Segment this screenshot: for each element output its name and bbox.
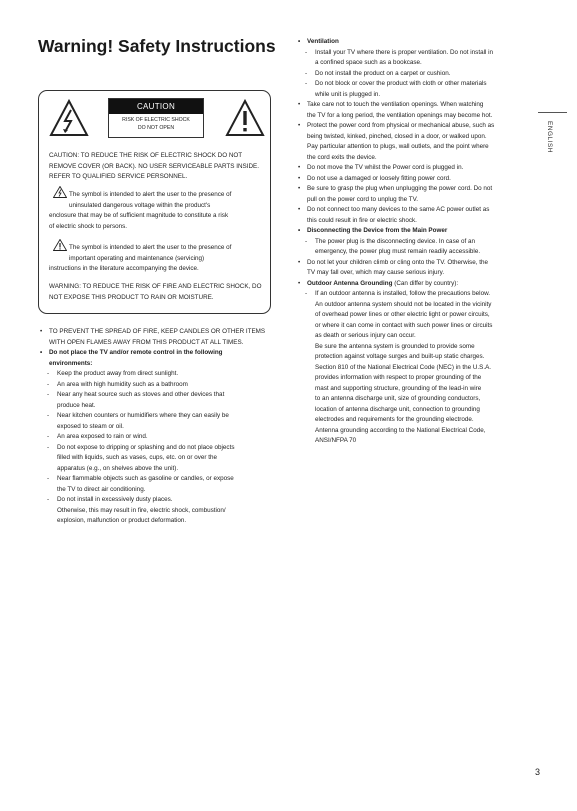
list-item xyxy=(40,495,276,506)
text-line: - Near any heat source such as stoves and other devices that xyxy=(57,391,225,398)
text-line: Be sure the antenna system is grounded to provide some xyxy=(315,342,475,350)
text-line: - The power plug is the disconnecting device. In case of an xyxy=(315,237,475,245)
text-line: - An area with high humidity such as a bathroom xyxy=(57,380,188,388)
text-line: Antenna grounding according to the National Electrical Code, xyxy=(315,426,486,434)
exclamation-in-triangle-icon xyxy=(53,239,67,251)
symbol2-text xyxy=(49,239,264,275)
language-tab: ENGLISH xyxy=(546,121,553,154)
text-line: • Do not let your children climb or cling onto the TV. Otherwise, the xyxy=(307,258,488,266)
text-line: REFER TO QUALIFIED SERVICE PERSONNEL. xyxy=(49,173,188,180)
caution-label xyxy=(108,98,204,138)
list-item xyxy=(298,69,527,80)
text-line: the TV for a long period, the ventilation openings may become hot. xyxy=(307,111,493,119)
text-line: - An area exposed to rain or wind. xyxy=(57,433,148,440)
ventilation-list xyxy=(298,48,527,101)
text-line: The symbol is intended to alert the user to the presence of xyxy=(69,244,232,251)
text-line: protection against voltage surges and built-up static charges. xyxy=(315,353,485,360)
environments-heading xyxy=(40,348,276,369)
list-item xyxy=(40,443,276,475)
text-line: • TO PREVENT THE SPREAD OF FIRE, KEEP CANDLES OR OTHER ITEMS xyxy=(49,328,266,335)
list-item xyxy=(40,474,276,495)
text-line: explosion, malfunction or product deformation. xyxy=(57,517,187,524)
text-line: mast and supporting structure, grounding of the lead-in wire xyxy=(315,384,482,392)
text-line: produce heat. xyxy=(57,401,96,409)
caution-box xyxy=(38,90,271,314)
text-line: as death or serious injury can occur. xyxy=(315,332,416,339)
text-line: a confined space such as a bookcase. xyxy=(315,59,422,66)
text-line: important operating and maintenance (servicing) xyxy=(69,254,205,262)
caution-text xyxy=(49,151,264,183)
text-line: the cord exits the device. xyxy=(307,153,377,161)
text-line: • Do not place the TV and/or remote control in the following xyxy=(49,349,223,356)
text-line: - Do not block or cover the product with cloth or other materials xyxy=(315,80,487,87)
text-line: apparatus (e.g., on shelves above the unit). xyxy=(57,464,179,472)
lightning-in-triangle-icon xyxy=(53,186,67,198)
text-line: - Do not install in excessively dusty places. xyxy=(57,496,173,503)
text-line: The symbol is intended to alert the user to the presence of xyxy=(69,191,232,198)
text-line: • Protect the power cord from physical or mechanical abuse, such as xyxy=(307,122,495,129)
text-line: or where it can come in contact with such power lines or circuits xyxy=(315,321,493,329)
list-item xyxy=(298,205,527,226)
caution-label-text xyxy=(109,114,203,132)
text-line: this could result in fire or electric shock. xyxy=(307,216,417,224)
text-line: provides information with respect to proper grounding of the xyxy=(315,374,482,381)
text-line: - Do not install the product on a carpet or cushion. xyxy=(315,69,451,77)
text-line: being twisted, kinked, pinched, closed in a door, or walked upon. xyxy=(307,132,487,140)
text-line: to an antenna discharge unit, size of grounding conductors, xyxy=(315,395,481,402)
right-column xyxy=(298,37,527,447)
caution-label-line: RISK OF ELECTRIC SHOCK xyxy=(122,117,190,123)
text-line: NOT EXPOSE THIS PRODUCT TO RAIN OR MOISTURE. xyxy=(49,293,214,301)
text-line: • Do not connect too many devices to the same AC power outlet as xyxy=(307,206,490,213)
text-line: Pay particular attention to plugs, wall outlets, and the point where xyxy=(307,143,489,150)
list-item xyxy=(40,411,276,432)
list-item xyxy=(298,100,527,121)
grounding-heading xyxy=(298,279,527,290)
text-line: of electric shock to persons. xyxy=(49,222,128,230)
text-line: filled with liquids, such as vases, cups, etc. on or over the xyxy=(57,454,217,461)
left-column xyxy=(40,327,276,527)
page-title: Warning! Safety Instructions xyxy=(38,36,276,56)
ventilation-heading: • Ventilation xyxy=(298,37,527,48)
list-item xyxy=(298,48,527,69)
text-line: exposed to steam or oil. xyxy=(57,422,124,430)
page-number: 3 xyxy=(535,767,541,777)
text-line: enclosure that may be of sufficient magnitude to constitute a risk xyxy=(49,212,229,219)
text-line: Otherwise, this may result in fire, electric shock, combustion/ xyxy=(57,506,226,514)
warning-text xyxy=(49,282,264,303)
text-line: ANSI/NFPA 70 xyxy=(315,437,357,444)
exclamation-in-triangle-icon xyxy=(225,99,265,137)
list-item xyxy=(298,79,527,100)
lightning-in-triangle-icon xyxy=(49,99,89,137)
grounding-paragraph xyxy=(298,342,527,447)
text-line: electrodes and requirements for the grounding electrode. xyxy=(315,416,474,423)
environments-list xyxy=(40,369,276,506)
symbol1-text xyxy=(49,186,264,232)
text-line: the TV to direct air conditioning. xyxy=(57,485,146,493)
list-item xyxy=(298,163,527,174)
children-warning xyxy=(298,258,527,279)
caution-label-line: DO NOT OPEN xyxy=(137,124,175,131)
safety-bullet-list xyxy=(298,100,527,226)
text-line: • Take care not to touch the ventilation openings. When watching xyxy=(307,101,484,108)
grounding-heading-bold: Outdoor Antenna Grounding xyxy=(307,279,393,287)
disconnect-heading: • Disconnecting the Device from the Main Power xyxy=(298,226,527,237)
text-line: location of antenna discharge unit, connection to grounding xyxy=(315,405,480,413)
list-item xyxy=(40,380,276,391)
text-line: pull on the power cord to unplug the TV. xyxy=(307,195,418,203)
caution-label-header: CAUTION xyxy=(109,99,203,114)
text-line: - If an outdoor antenna is installed, follow the precautions below. xyxy=(315,290,491,297)
text-line: - Near kitchen counters or humidifiers where they can easily be xyxy=(57,412,229,419)
text-line: An outdoor antenna system should not be located in the vicinity xyxy=(315,300,492,308)
text-line: CAUTION: TO REDUCE THE RISK OF ELECTRIC SHOCK DO NOT xyxy=(49,152,243,159)
text-line: - Near flammable objects such as gasoline or candles, or expose xyxy=(57,475,234,482)
text-line: WITH OPEN FLAMES AWAY FROM THIS PRODUCT AT ALL TIMES. xyxy=(49,338,244,346)
side-tab-divider xyxy=(538,112,567,113)
list-item xyxy=(298,184,527,205)
text-line: emergency, the power plug must remain readily accessible. xyxy=(315,248,481,255)
text-line: environments: xyxy=(49,359,93,367)
text-line: - Install your TV where there is proper ventilation. Do not install in xyxy=(315,48,494,56)
list-item xyxy=(40,432,276,443)
list-item xyxy=(40,390,276,411)
text-line: • Be sure to grasp the plug when unplugging the power cord. Do not xyxy=(307,185,493,192)
text-line: - Do not expose to dripping or splashing and do not place objects xyxy=(57,443,235,451)
fire-warning xyxy=(40,327,276,348)
text-line: - Keep the product away from direct sunlight. xyxy=(57,370,179,377)
text-line: • Do not use a damaged or loosely fitting power cord. xyxy=(307,174,451,182)
text-line: • Do not move the TV whilst the Power cord is plugged in. xyxy=(307,164,464,171)
text-line: of overhead power lines or other electric light or power circuits, xyxy=(315,311,490,318)
grounding-item xyxy=(298,289,527,342)
text-line: Section 810 of the National Electrical Code (NEC) in the U.S.A. xyxy=(315,363,492,371)
list-item xyxy=(298,174,527,185)
text-line: REMOVE COVER (OR BACK). NO USER SERVICEABLE PARTS INSIDE. xyxy=(49,162,259,170)
text-line: while unit is plugged in. xyxy=(315,90,381,98)
text-line: WARNING: TO REDUCE THE RISK OF FIRE AND ELECTRIC SHOCK, DO xyxy=(49,283,262,290)
text-line: instructions in the literature accompanying the device. xyxy=(49,265,199,272)
list-item xyxy=(298,121,527,163)
disconnect-item xyxy=(298,237,527,258)
grounding-heading-suffix: (Can differ by country): xyxy=(392,279,459,287)
list-item xyxy=(40,369,276,380)
otherwise-note xyxy=(40,506,276,527)
text-line: uninsulated dangerous voltage within the product's xyxy=(69,201,211,209)
text-line: TV may fall over, which may cause serious injury. xyxy=(307,269,445,276)
